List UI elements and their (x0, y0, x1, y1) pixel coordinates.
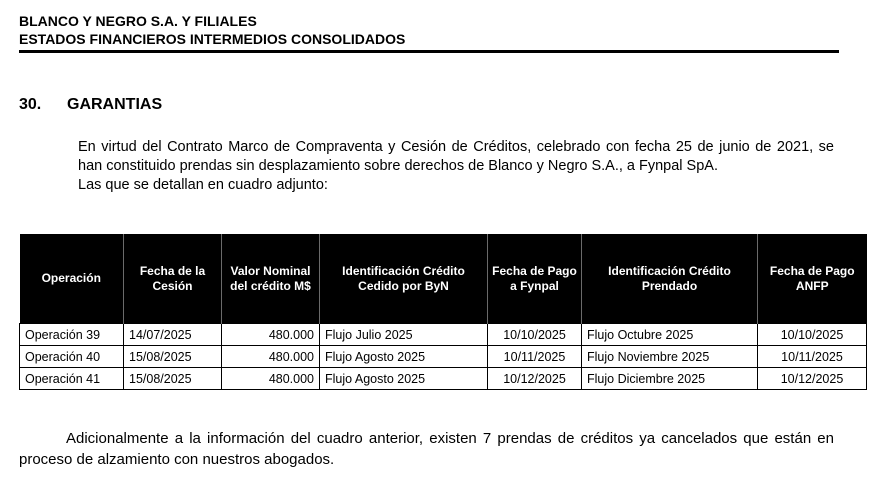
cell-credito-prendado: Flujo Octubre 2025 (582, 324, 758, 346)
cell-credito-prendado: Flujo Noviembre 2025 (582, 346, 758, 368)
cell-valor-nominal: 480.000 (222, 324, 320, 346)
col-header-operacion: Operación (20, 234, 124, 324)
header-rule (19, 50, 839, 53)
section-heading: GARANTIAS (67, 96, 163, 113)
cell-valor-nominal: 480.000 (222, 368, 320, 390)
intro-line: Las que se detallan en cuadro adjunto: (78, 177, 328, 193)
cell-fecha-pago-fynpal: 10/11/2025 (488, 346, 582, 368)
company-name: BLANCO Y NEGRO S.A. Y FILIALES (19, 13, 257, 29)
cell-fecha-pago-anfp: 10/11/2025 (758, 346, 867, 368)
table-row (20, 324, 867, 346)
guarantees-table (19, 234, 867, 390)
cell-fecha-cesion: 15/08/2025 (124, 346, 222, 368)
col-header-valor-nominal: Valor Nominal del crédito M$ (222, 234, 320, 324)
cell-fecha-pago-anfp: 10/12/2025 (758, 368, 867, 390)
intro-text (78, 138, 834, 195)
cell-operacion: Operación 39 (20, 324, 124, 346)
cell-fecha-cesion: 15/08/2025 (124, 368, 222, 390)
section-number: 30. (19, 96, 42, 113)
table-row (20, 368, 867, 390)
cell-credito-cedido: Flujo Agosto 2025 (320, 346, 488, 368)
report-title: ESTADOS FINANCIEROS INTERMEDIOS CONSOLIDADOS (19, 31, 406, 47)
table-row (20, 346, 867, 368)
cell-operacion: Operación 40 (20, 346, 124, 368)
cell-credito-cedido: Flujo Julio 2025 (320, 324, 488, 346)
cell-fecha-pago-fynpal: 10/12/2025 (488, 368, 582, 390)
cell-fecha-pago-anfp: 10/10/2025 (758, 324, 867, 346)
document-header (19, 12, 839, 48)
intro-paragraph: En virtud del Contrato Marco de Compraventa y Cesión de Créditos, celebrado con fecha 25 de junio de 2021, se han constituido prendas sin desplazamiento sobre derechos de Blanco y Negro S.A., a Fynpal SpA. (78, 139, 834, 174)
col-header-fecha-cesion: Fecha de la Cesión (124, 234, 222, 324)
closing-paragraph: Adicionalmente a la información del cuadro anterior, existen 7 prendas de créditos ya cancelados que están en proceso de alzamiento con nuestros abogados. (19, 430, 834, 468)
cell-fecha-pago-fynpal: 10/10/2025 (488, 324, 582, 346)
cell-credito-cedido: Flujo Agosto 2025 (320, 368, 488, 390)
col-header-credito-cedido: Identificación Crédito Cedido por ByN (320, 234, 488, 324)
col-header-fecha-pago-fynpal: Fecha de Pago a Fynpal (488, 234, 582, 324)
table-header-row (20, 234, 867, 324)
section-title (19, 96, 162, 114)
col-header-fecha-pago-anfp: Fecha de Pago ANFP (758, 234, 867, 324)
cell-valor-nominal: 480.000 (222, 346, 320, 368)
col-header-credito-prendado: Identificación Crédito Prendado (582, 234, 758, 324)
cell-fecha-cesion: 14/07/2025 (124, 324, 222, 346)
cell-operacion: Operación 41 (20, 368, 124, 390)
cell-credito-prendado: Flujo Diciembre 2025 (582, 368, 758, 390)
